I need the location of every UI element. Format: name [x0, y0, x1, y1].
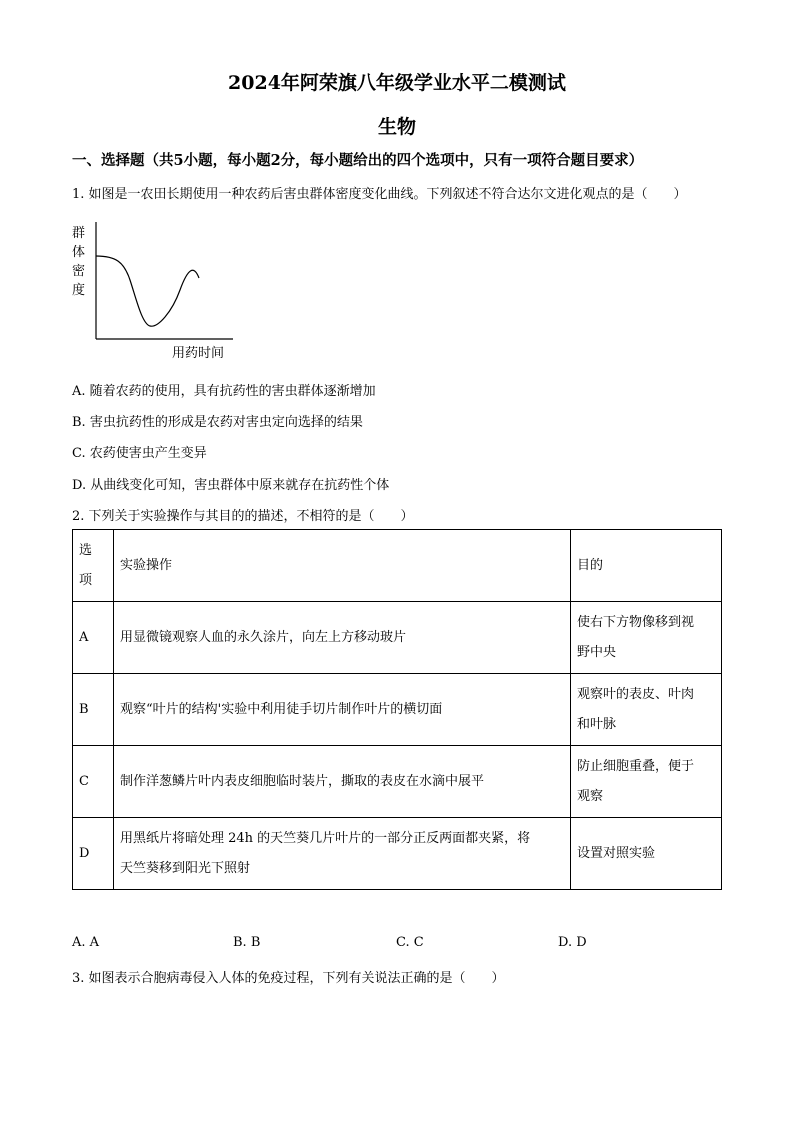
page-subtitle: 生物 [377, 116, 416, 138]
q2-choice-d: D. D [558, 935, 587, 950]
q2-choice-c: C. C [396, 935, 424, 950]
y-axis-char: 度 [72, 283, 86, 298]
header-operation-cell: 实验操作 [114, 530, 571, 602]
row-operation-cell: 用显微镜观察人血的永久涂片，向左上方移动玻片 [114, 602, 571, 674]
row-option-cell: A [73, 602, 114, 674]
page-title: 2024年阿荣旗八年级学业水平二模测试 [228, 72, 566, 94]
row-purpose-cell: 观察叶的表皮、叶肉 和叶脉 [571, 674, 722, 746]
row-operation-cell: 用黑纸片将暗处理 24h 的天竺葵几片叶片的一部分正反两面都夹紧，将 天竺葵移到阳光下照射 [114, 818, 571, 890]
q1-option-c: C. 农药使害虫产生变异 [72, 446, 207, 461]
question-1-stem: 1. 如图是一农田长期使用一种农药后害虫群体密度变化曲线。下列叙述不符合达尔文进化观点的是（ ） [72, 187, 687, 202]
question-2-stem: 2. 下列关于实验操作与其目的的描述，不相符的是（ ） [72, 509, 414, 524]
q1-option-b: B. 害虫抗药性的形成是农药对害虫定向选择的结果 [72, 415, 363, 430]
table-row [73, 746, 722, 818]
y-axis-char: 密 [72, 264, 86, 279]
q2-choice-b: B. B [233, 935, 261, 950]
q1-option-d: D. 从曲线变化可知，害虫群体中原来就存在抗药性个体 [72, 478, 390, 493]
y-axis-char: 群 [72, 226, 86, 241]
header-option-cell: 选 项 [73, 530, 114, 602]
row-purpose-cell: 设置对照实验 [571, 818, 722, 890]
experiment-table [72, 529, 722, 890]
header-purpose-cell: 目的 [571, 530, 722, 602]
row-purpose-cell: 防止细胞重叠，便于 观察 [571, 746, 722, 818]
row-option-cell: C [73, 746, 114, 818]
row-purpose-cell: 使右下方物像移到视 野中央 [571, 602, 722, 674]
y-axis-char: 体 [72, 245, 86, 260]
q1-option-a: A. 随着农药的使用，具有抗药性的害虫群体逐渐增加 [72, 384, 376, 399]
row-operation-cell: 制作洋葱鳞片叶内表皮细胞临时装片，撕取的表皮在水滴中展平 [114, 746, 571, 818]
section-heading: 一、选择题（共5小题，每小题2分，每小题给出的四个选项中，只有一项符合题目要求） [72, 152, 644, 169]
row-option-cell: D [73, 818, 114, 890]
question-3-stem: 3. 如图表示合胞病毒侵入人体的免疫过程，下列有关说法正确的是（ ） [72, 971, 505, 986]
table-row [73, 602, 722, 674]
q2-choice-a: A. A [72, 935, 100, 950]
table-row [73, 674, 722, 746]
x-axis-label: 用药时间 [172, 346, 225, 361]
row-operation-cell: 观察“叶片的结构'实验中利用徒手切片制作叶片的横切面 [114, 674, 571, 746]
population-density-graph [68, 220, 248, 365]
table-header-row [73, 530, 722, 602]
table-row [73, 818, 722, 890]
row-option-cell: B [73, 674, 114, 746]
density-curve [96, 256, 199, 326]
